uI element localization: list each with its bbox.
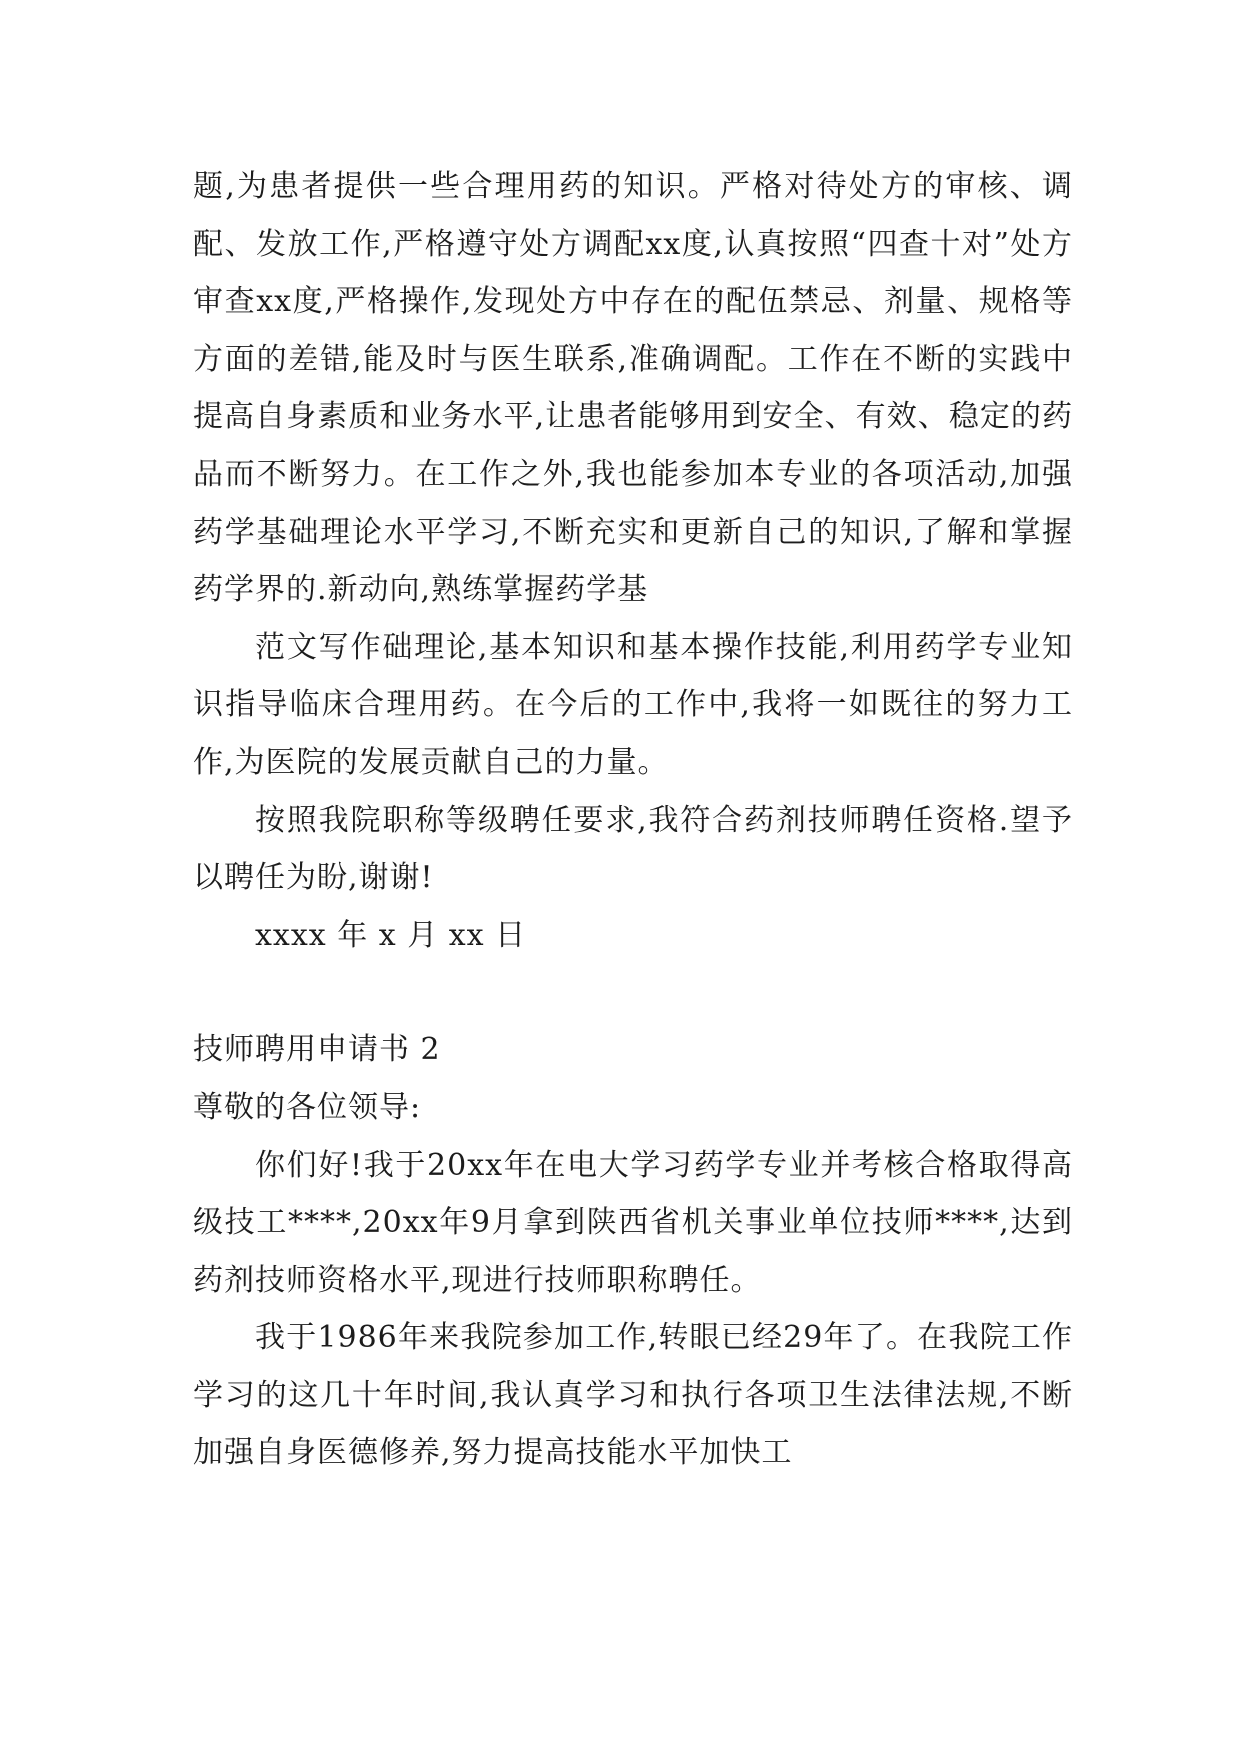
paragraph-5: 我于1986年来我院参加工作,转眼已经29年了。在我院工作学习的这几十年时间,我认真学习和执行各项卫生法律法规,不断加强自身医德修养,努力提高技能水平加快工	[193, 1320, 1073, 1471]
date-line: xxxx 年 x 月 xx 日	[255, 917, 527, 953]
paragraph-2: 范文写作础理论,基本知识和基本操作技能,利用药学专业知识指导临床合理用药。在今后的工作中,我将一如既往的努力工作,为医院的发展贡献自己的力量。	[193, 629, 1073, 780]
salutation: 尊敬的各位领导:	[193, 1089, 422, 1125]
paragraph-4: 你们好!我于20xx年在电大学习药学专业并考核合格取得高级技工****,20xx年9月拿到陕西省机关事业单位技师****,达到药剂技师资格水平,现进行技师职称聘任。	[193, 1147, 1073, 1298]
section-title: 技师聘用申请书 2	[193, 1032, 441, 1068]
paragraph-1: 题,为患者提供一些合理用药的知识。严格对待处方的审核、调配、发放工作,严格遵守处方调配xx度,认真按照“四查十对”处方审查xx度,严格操作,发现处方中存在的配伍禁忌、剂量、规格等方面的差错,能及时与医生联系,准确调配。工作在不断的实践中提高自身素质和业务水平,让患者能够用到安全、有效、稳定的药品而不断努力。在工作之外,我也能参加本专业的各项活动,加强药学基础理论水平学习,不断充实和更新自己的知识,了解和掌握药学界的.新动向,熟练掌握药学基	[193, 169, 1073, 608]
paragraph-3: 按照我院职称等级聘任要求,我符合药剂技师聘任资格.望予以聘任为盼,谢谢!	[193, 802, 1073, 896]
blank-line	[193, 964, 1073, 1021]
document-body	[193, 158, 1073, 1482]
